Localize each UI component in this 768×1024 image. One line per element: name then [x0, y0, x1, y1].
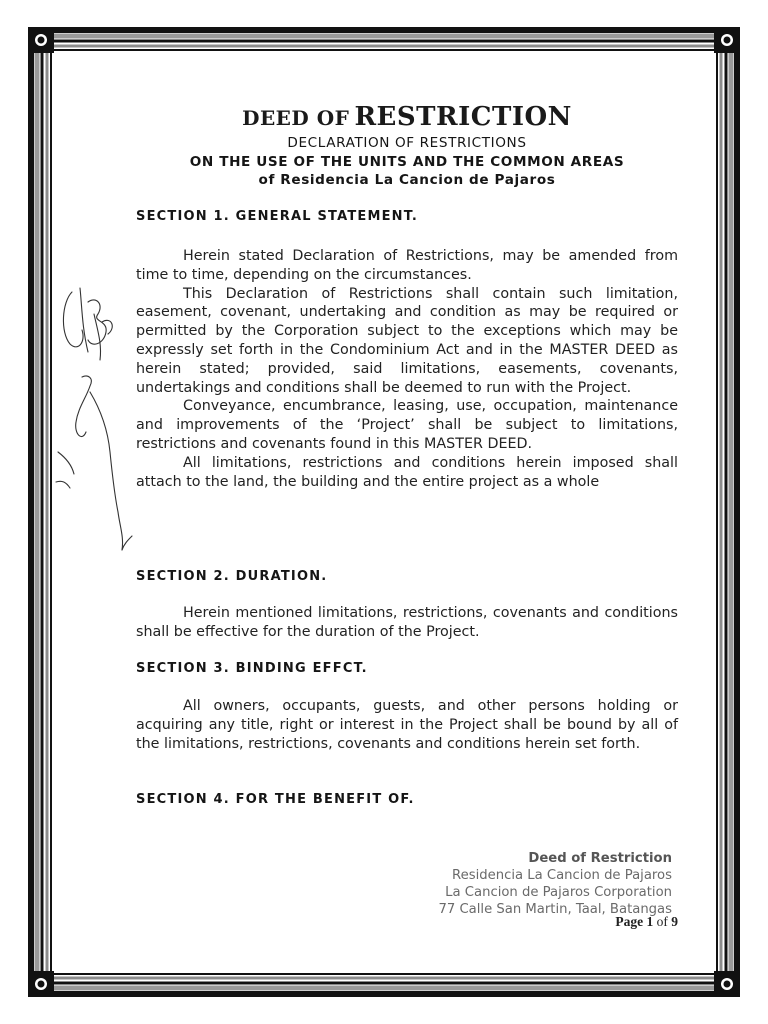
footer-line: 77 Calle San Martin, Taal, Batangas: [438, 902, 672, 917]
paragraph: Herein stated Declaration of Restrictions, may be amended from time to time, depending on the circumstances.: [136, 248, 678, 283]
section-1-body: [136, 247, 678, 491]
footer-title: Deed of Restriction: [528, 851, 672, 866]
paragraph: All limitations, restrictions and conditions herein imposed shall attach to the land, the building and the entire project as a whole: [136, 454, 678, 490]
section-1: [136, 209, 678, 224]
section-heading: SECTION 4. FOR THE BENEFIT OF.: [136, 792, 415, 807]
page-of: of: [656, 914, 668, 929]
section-heading: SECTION 1. GENERAL STATEMENT.: [136, 209, 418, 224]
paragraph: Herein mentioned limitations, restrictions, covenants and conditions shall be effective for the duration of the Project.: [136, 605, 678, 640]
page-number: [615, 914, 678, 930]
subtitle-line-3: of Residencia La Cancion de Pajaros: [258, 172, 556, 188]
title-prefix: DEED OF: [242, 106, 350, 130]
document-footer: [439, 850, 673, 918]
section-heading: SECTION 2. DURATION.: [136, 569, 328, 584]
section-heading: SECTION 3. BINDING EFFCT.: [136, 661, 368, 676]
section-2-body: [136, 604, 678, 642]
page-label: Page: [615, 914, 644, 929]
footer-line: La Cancion de Pajaros Corporation: [445, 885, 672, 900]
document-title: [136, 102, 678, 132]
section-3-body: [136, 697, 678, 753]
title-main: RESTRICTION: [354, 102, 572, 132]
subtitle-line-1: DECLARATION OF RESTRICTIONS: [287, 135, 527, 151]
footer-line: Residencia La Cancion de Pajaros: [452, 868, 672, 883]
paragraph: Conveyance, encumbrance, leasing, use, occupation, maintenance and improvements of the ‘Project’ shall be subject to limitations, restrictions and covenants found in this MASTER DEED.: [136, 398, 678, 452]
handwritten-signature: [52, 282, 142, 557]
page-current: 1: [646, 914, 654, 929]
subtitle-line-2: ON THE USE OF THE UNITS AND THE COMMON AREAS: [189, 153, 625, 170]
document-header: [136, 100, 678, 190]
section-3: [136, 661, 678, 676]
section-2: [136, 569, 678, 584]
section-4: [136, 792, 678, 807]
document-subtitle: [136, 134, 678, 190]
paragraph: All owners, occupants, guests, and other persons holding or acquiring any title, right or interest in the Project shall be bound by all of the limitations, restrictions, covenants and conditions herein set forth.: [136, 698, 678, 752]
paragraph: This Declaration of Restrictions shall contain such limitation, easement, covenant, undertaking and condition as may be required or permitted by the Corporation subject to the exceptions which may be expressly set forth in the Condominium Act and in the MASTER DEED as herein stated; provided, said limitations, easements, covenants, undertakings and conditions shall be deemed to run with the Project.: [136, 285, 678, 396]
page-total: 9: [671, 914, 678, 929]
